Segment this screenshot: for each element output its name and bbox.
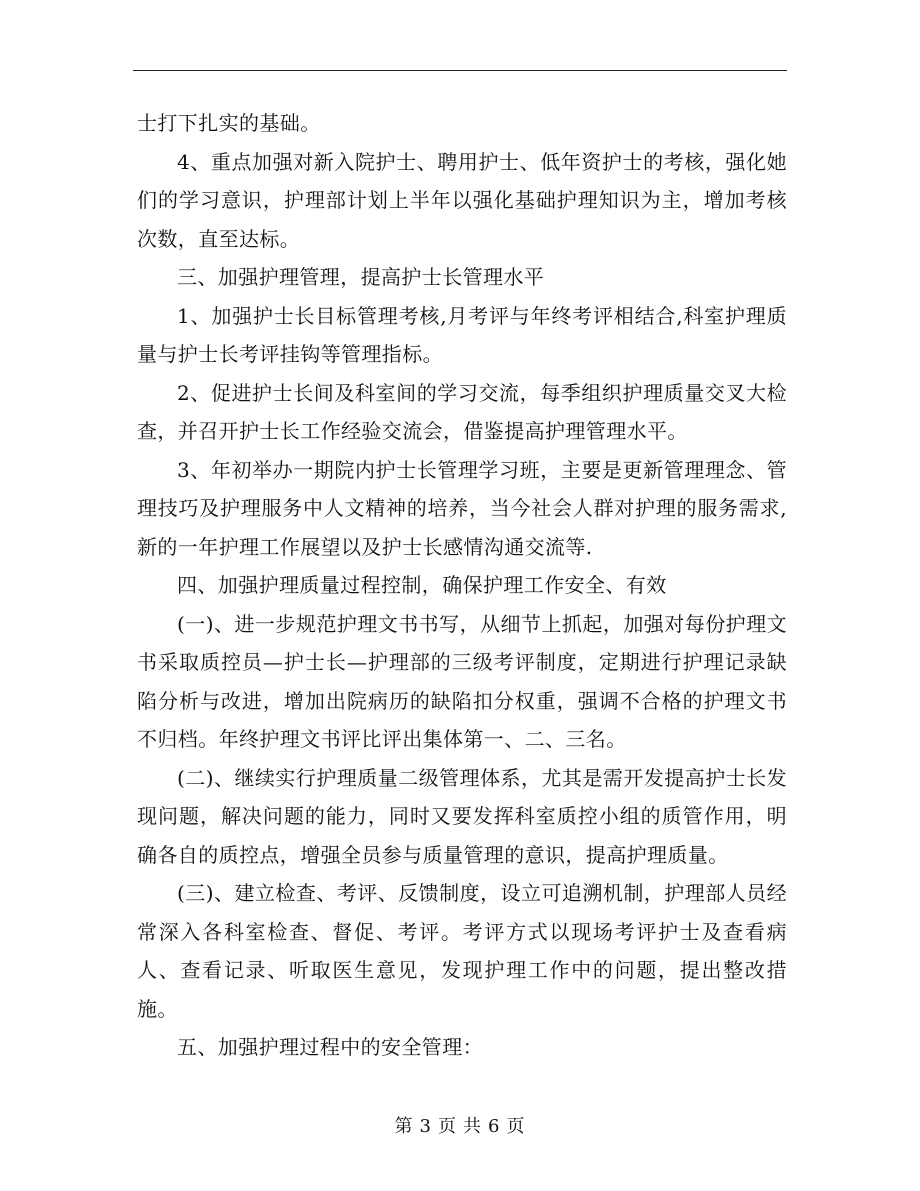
- header-rule: [133, 70, 787, 71]
- paragraph-sub-1: (一)、进一步规范护理文书书写，从细节上抓起，加强对每份护理文书采取质控员—护士长—护理部的三级考评制度，定期进行护理记录缺陷分析与改进，增加出院病历的缺陷扣分权重，强调不合格的护理文书不归档。年终护理文书评比评出集体第一、二、三名。: [137, 611, 787, 751]
- paragraph-item-3: 3、年初举办一期院内护士长管理学习班，主要是更新管理理念、管理技巧及护理服务中人文精神的培养，当今社会人群对护理的服务需求,新的一年护理工作展望以及护士长感情沟通交流等.: [137, 457, 787, 559]
- page-footer: [0, 1112, 920, 1138]
- paragraph-item-4: 4、重点加强对新入院护士、聘用护士、低年资护士的考核，强化她们的学习意识，护理部计划上半年以强化基础护理知识为主，增加考核次数，直至达标。: [137, 149, 787, 251]
- footer-total-pages: 6: [488, 1116, 501, 1137]
- footer-total-label: 共: [463, 1116, 482, 1137]
- footer-total-unit: 页: [506, 1116, 526, 1137]
- footer-page-unit: 页: [438, 1116, 457, 1137]
- section-heading-4: 四、加强护理质量过程控制，确保护理工作安全、有效: [177, 573, 667, 597]
- section-heading-5: 五、加强护理过程中的安全管理：: [177, 1035, 483, 1059]
- document-body: [137, 104, 787, 1067]
- paragraph-continuation: 士打下扎实的基础。: [137, 111, 321, 135]
- footer-prefix: 第: [394, 1116, 414, 1137]
- paragraph-item-2: 2、促进护士长间及科室间的学习交流，每季组织护理质量交叉大检查，并召开护士长工作经验交流会，借鉴提高护理管理水平。: [137, 380, 787, 443]
- paragraph-sub-2: (二)、继续实行护理质量二级管理体系，尤其是需开发提高护士长发现问题，解决问题的能力，同时又要发挥科室质控小组的质管作用，明确各自的质控点，增强全员参与质量管理的意识，提高护理质量。: [137, 765, 787, 867]
- paragraph-item-1: 1、加强护士长目标管理考核,月考评与年终考评相结合,科室护理质量与护士长考评挂钩等管理指标。: [137, 303, 787, 366]
- footer-page-number: 3: [419, 1116, 432, 1137]
- paragraph-sub-3: (三)、建立检查、考评、反馈制度，设立可追溯机制，护理部人员经常深入各科室检查、督促、考评。考评方式以现场考评护士及查看病人、查看记录、听取医生意见，发现护理工作中的问题，提出整改措施。: [137, 881, 787, 1021]
- section-heading-3: 三、加强护理管理，提高护士长管理水平: [177, 265, 545, 289]
